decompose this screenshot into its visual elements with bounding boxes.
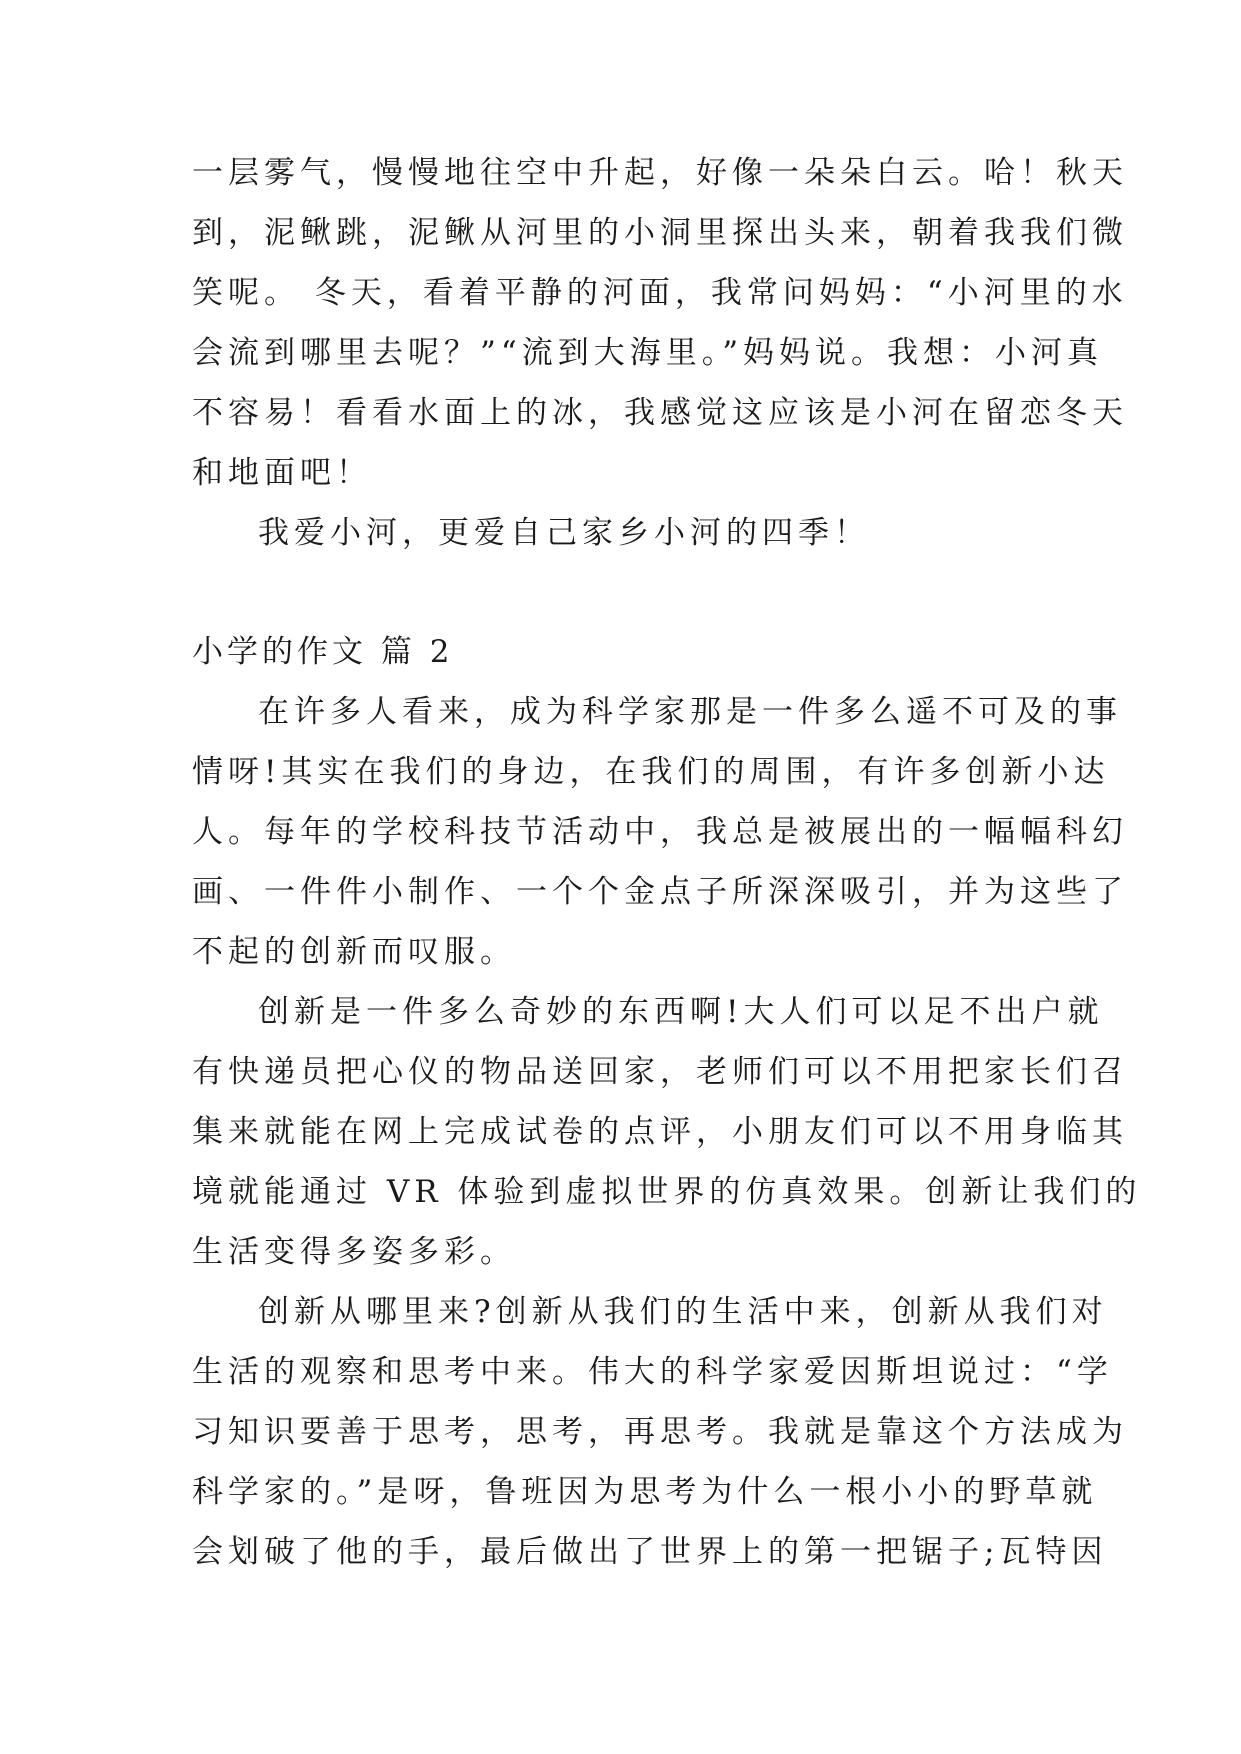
section-heading: 小学的作文 篇 2 [192, 634, 454, 670]
text-line: 我爱小河，更爱自己家乡小河的四季！ [258, 515, 870, 551]
text-line: 会流到哪里去呢？”“流到大海里。”妈妈说。我想：小河真 [192, 335, 1104, 371]
text-line: 生活变得多姿多彩。 [192, 1234, 516, 1270]
text-line: 集来就能在网上完成试卷的点评，小朋友们可以不用身临其 [192, 1114, 1128, 1150]
text-line: 生活的观察和思考中来。伟大的科学家爱因斯坦说过：“学 [192, 1354, 1113, 1390]
paragraph-closing [192, 503, 1052, 563]
text-line: 在许多人看来，成为科学家那是一件多么遥不可及的事 [258, 694, 1122, 730]
paragraph-innovation-wonder [192, 982, 1142, 1282]
text-line: 创新从哪里来?创新从我们的生活中来，创新从我们对 [258, 1294, 1108, 1330]
text-line: 笑呢。 冬天，看着平静的河面，我常问妈妈：“小河里的水 [192, 275, 1128, 311]
paragraph-river-seasons [192, 143, 1128, 503]
text-line: 境就能通过 VR 体验到虚拟世界的仿真效果。创新让我们的 [192, 1174, 1142, 1210]
text-line: 不起的创新而叹服。 [192, 934, 516, 970]
text-line: 人。每年的学校科技节活动中，我总是被展出的一幅幅科幻 [192, 814, 1128, 850]
text-line: 和地面吧！ [192, 455, 372, 491]
text-line: 不容易！看看水面上的冰，我感觉这应该是小河在留恋冬天 [192, 395, 1128, 431]
text-line: 到，泥鳅跳，泥鳅从河里的小洞里探出头来，朝着我我们微 [192, 215, 1128, 251]
document-body [192, 143, 1142, 1582]
text-line: 习知识要善于思考，思考，再思考。我就是靠这个方法成为 [192, 1414, 1128, 1450]
paragraph-innovation-source [192, 1282, 1128, 1582]
paragraph-innovation-intro [192, 682, 1128, 982]
text-line: 一层雾气，慢慢地往空中升起，好像一朵朵白云。哈！秋天 [192, 155, 1128, 191]
text-line: 有快递员把心仪的物品送回家，老师们可以不用把家长们召 [192, 1054, 1128, 1090]
text-line: 创新是一件多么奇妙的东西啊!大人们可以足不出户就 [258, 994, 1104, 1030]
text-line: 情呀!其实在我们的身边，在我们的周围，有许多创新小达 [192, 754, 1110, 790]
text-line: 科学家的。”是呀，鲁班因为思考为什么一根小小的野草就 [192, 1474, 1098, 1510]
text-line: 画、一件件小制作、一个个金点子所深深吸引，并为这些了 [192, 874, 1128, 910]
text-line: 会划破了他的手，最后做出了世界上的第一把锯子;瓦特因 [192, 1534, 1108, 1570]
